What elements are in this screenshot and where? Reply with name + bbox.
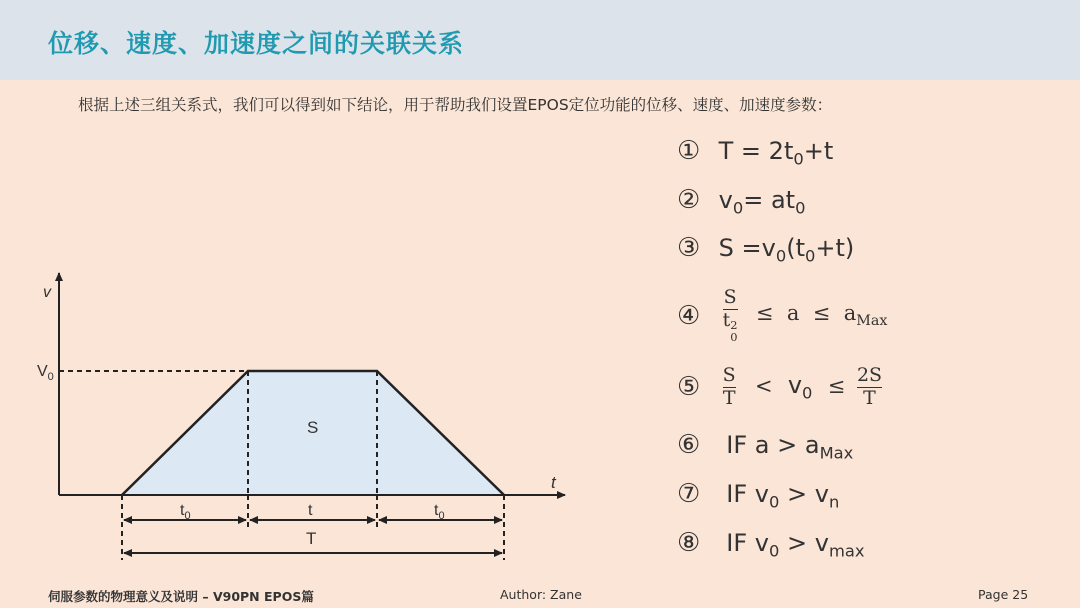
formula-7-number: ⑦ [677, 479, 701, 509]
seg3-label: $t_0$ [434, 502, 445, 522]
formula-6: ⑥ IF $a > a_{Max}$ [677, 430, 854, 463]
formula-2: ② $v_0= at_0$ [677, 185, 806, 218]
formula-4: ④ S t 2 0 ≤ $a \le a_{Max}$ [677, 286, 888, 344]
formula-6-number: ⑥ [677, 430, 701, 460]
v0-label: $V_0$ [37, 363, 54, 383]
axis-v-label: v [43, 284, 51, 301]
footer-author: Author: Zane [500, 587, 582, 602]
footer-page-number: Page 25 [978, 587, 1029, 602]
intro-text: 根据上述三组关系式，我们可以得到如下结论，用于帮助我们设置EPOS定位功能的位移、速度、加速度参数： [78, 96, 833, 114]
formula-5: ⑤ $\frac{S}{T}$ < $v_0$ ≤ $\frac{2S}{T}$ [677, 364, 883, 409]
formula-4-fraction: S t 2 0 [722, 286, 738, 344]
formula-1: ① $T = 2t_0+t$ [677, 136, 834, 169]
formula-5-fraction-right: $\frac{2S}{T}$ [856, 364, 883, 409]
formula-1-number: ① [677, 136, 701, 166]
formula-5-fraction-left: $\frac{S}{T}$ [722, 364, 736, 409]
formula-4-number: ④ [677, 300, 701, 331]
axis-t-label: t [551, 473, 556, 492]
total-T-label: T [306, 529, 317, 548]
formula-7: ⑦ IF $v_0 > v_n$ [677, 479, 840, 512]
formula-8-number: ⑧ [677, 528, 701, 558]
formula-2-number: ② [677, 185, 701, 215]
formula-8: ⑧ IF $v_0 > v_{max}$ [677, 528, 865, 561]
seg2-label: t [308, 502, 313, 519]
formula-5-number: ⑤ [677, 372, 701, 403]
formula-3-number: ③ [677, 233, 701, 263]
formula-3: ③ $S =v_0(t_0+t)$ [677, 233, 855, 266]
area-s-label: S [307, 418, 319, 437]
footer-doc-title: 伺服参数的物理意义及说明 – V90PN EPOS篇 [48, 589, 314, 604]
seg1-label: $t_0$ [180, 502, 191, 522]
page-title: 位移、速度、加速度之间的关联关系 [48, 29, 465, 58]
